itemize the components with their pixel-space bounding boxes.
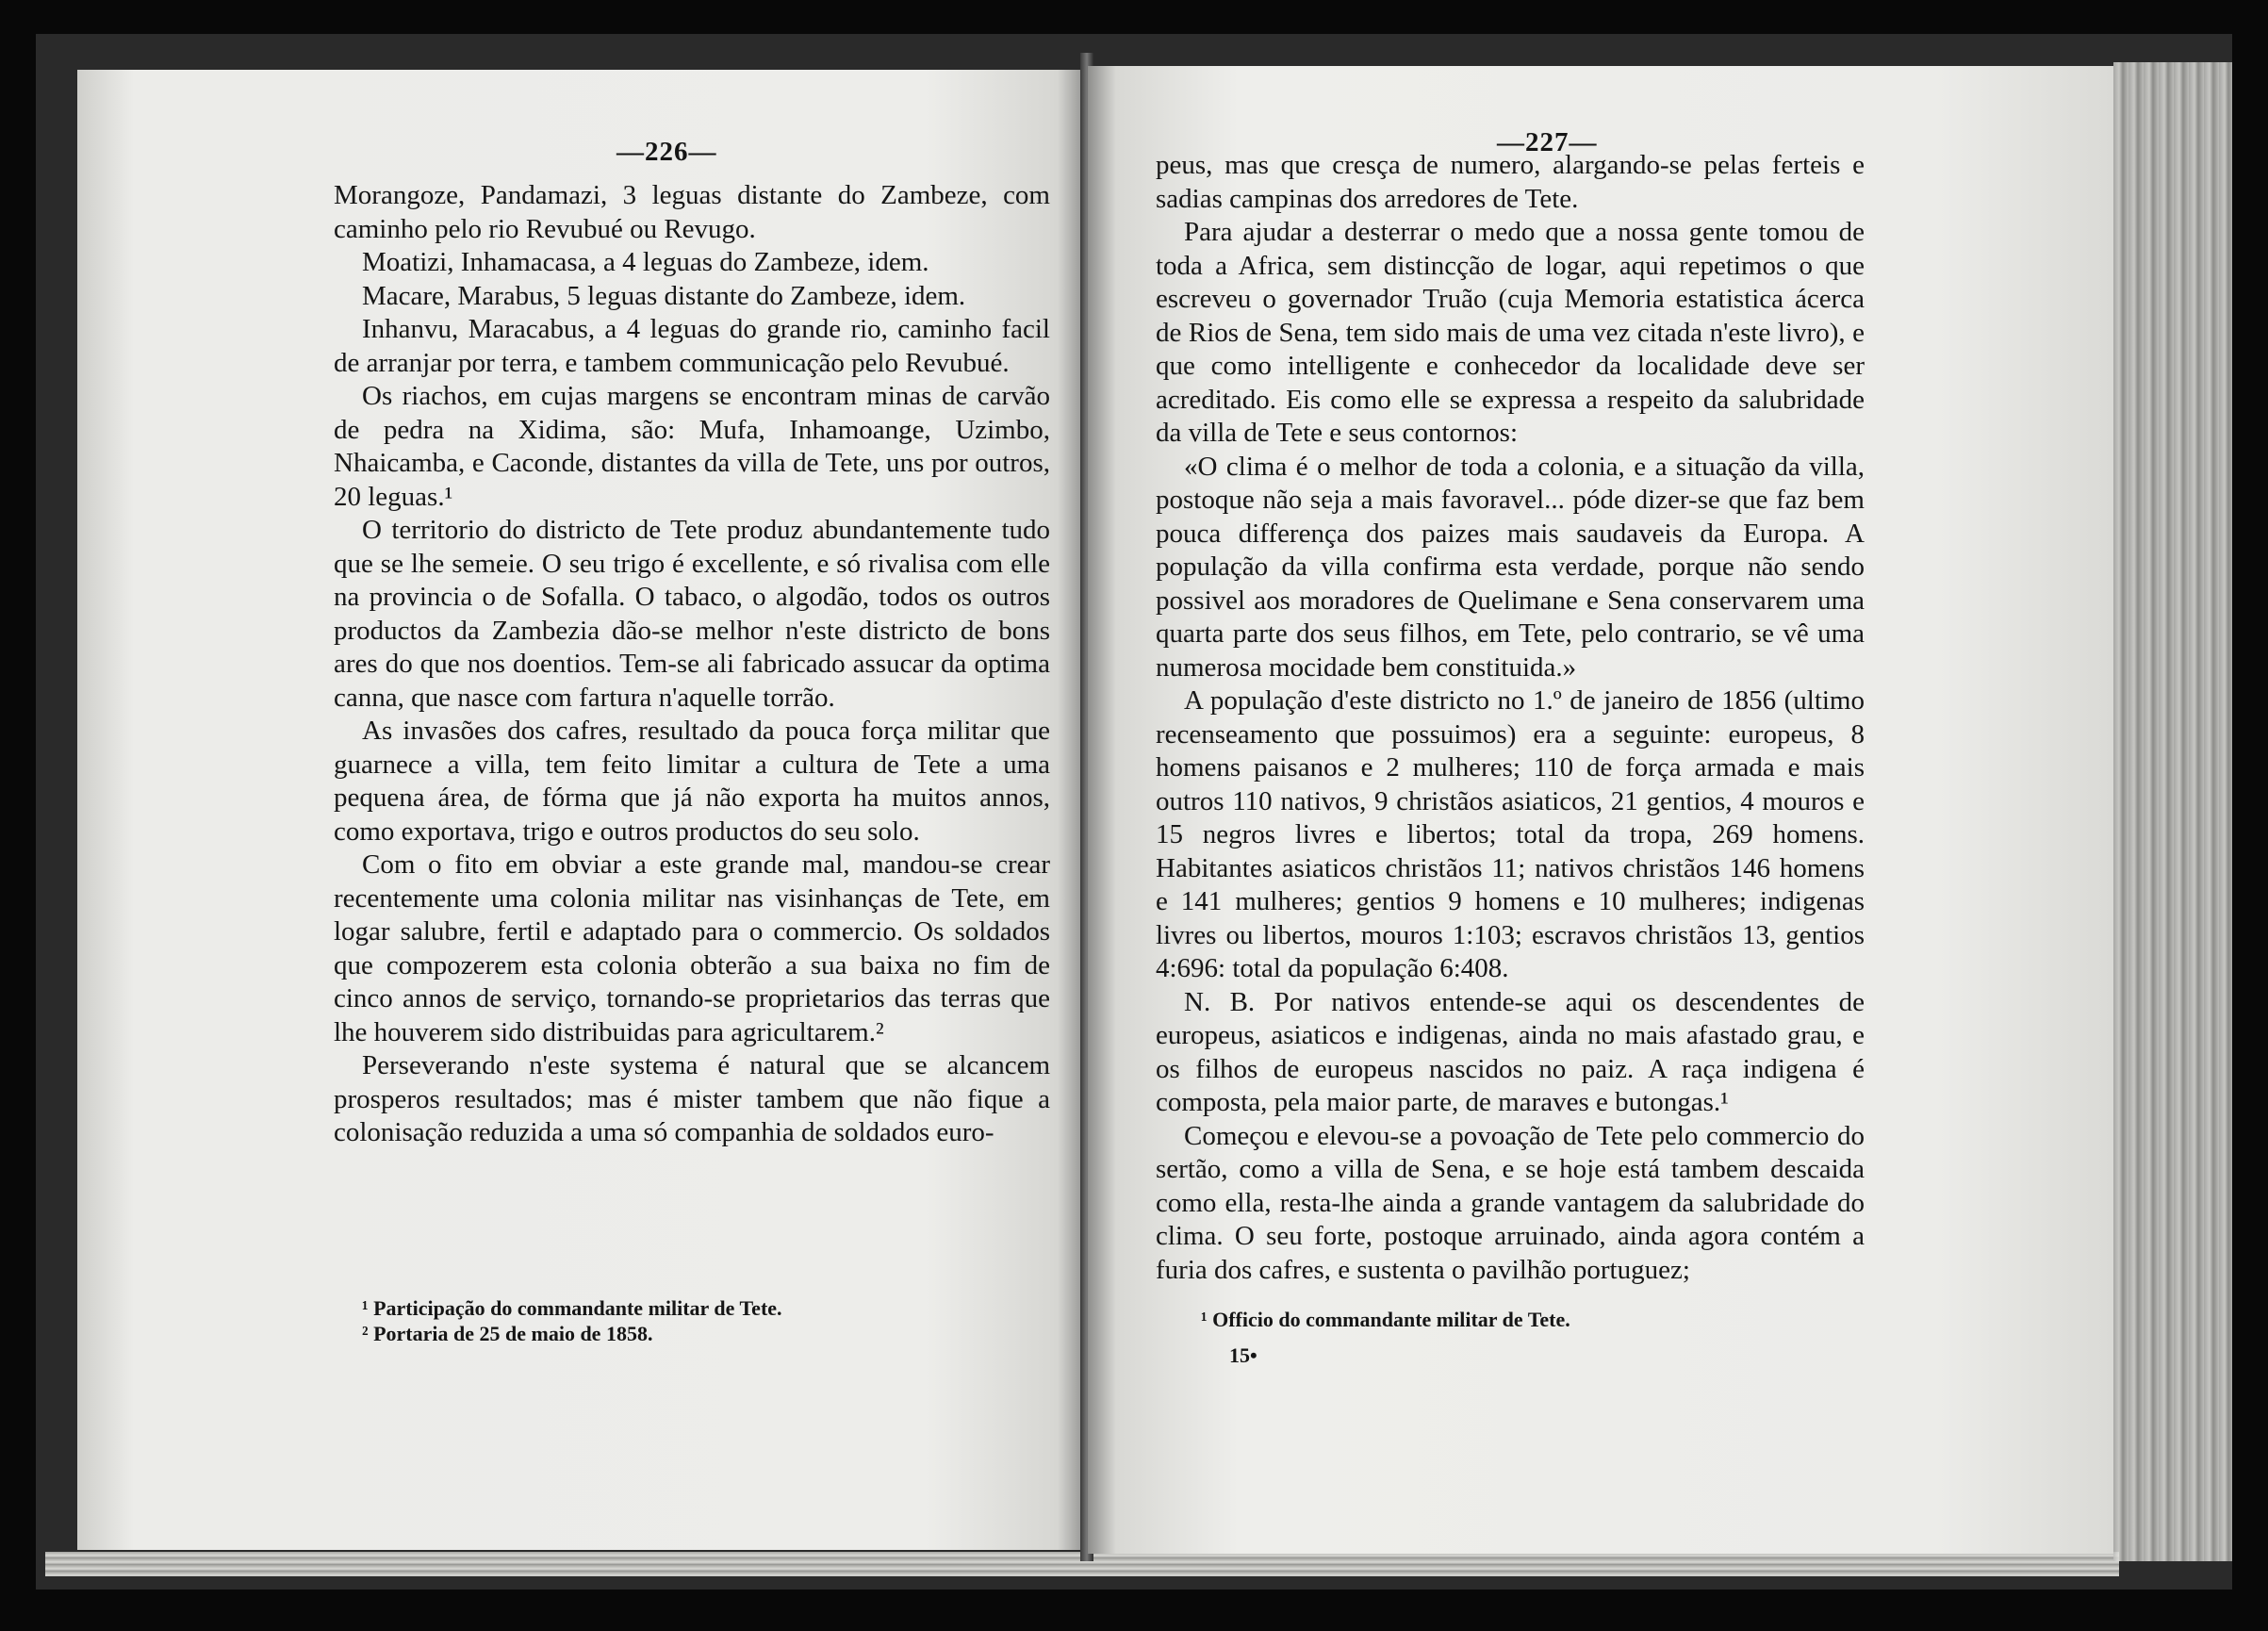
page-number: —226— [616, 137, 717, 167]
footnote: ¹ Officio do commandante militar de Tete. [1201, 1308, 1570, 1331]
paragraph: Moatizi, Inhamacasa, a 4 leguas do Zambeze, idem. [362, 247, 929, 277]
right-page [1088, 66, 2113, 1554]
right-page-text [1156, 149, 1865, 1287]
left-page-text [334, 179, 1050, 1150]
paragraph: Inhanvu, Maracabus, a 4 leguas do grande rio, caminho facil de arranjar por terra, e tambem communicação pelo Revubué. [334, 314, 1050, 378]
paragraph: Começou e elevou-se a povoação de Tete pelo commercio do sertão, como a villa de Sena, e se hoje está tambem descaida como ella, resta-lhe ainda a grande vantagem da salubridade do clima. O seu forte, postoque arruinado, ainda agora contém a furia dos cafres, e sustenta o pavilhão portuguez; [1156, 1120, 1865, 1285]
paragraph: Morangoze, Pandamazi, 3 leguas distante do Zambeze, com caminho pelo rio Revubué ou Revugo. [334, 180, 1050, 244]
paragraph: peus, mas que cresça de numero, alargando-se pelas ferteis e sadias campinas dos arredores de Tete. [1156, 150, 1865, 214]
book-scan [36, 34, 2232, 1590]
page-number: —227— [1497, 127, 1598, 157]
footnote: ² Portaria de 25 de maio de 1858. [362, 1322, 653, 1345]
paragraph: Para ajudar a desterrar o medo que a nossa gente tomou de toda a Africa, sem distincção de logar, aqui repetimos o que escreveu o governador Truão (cuja Memoria estatistica ácerca de Rios de Sena, tem sido mais de uma vez citada n'este livro), e que como intelligente e conhecedor da localidade deve ser acreditado. Eis como elle se expressa a respeito da salubridade da villa de Tete e seus contornos: [1156, 217, 1865, 448]
footnotes [362, 1295, 1022, 1346]
paragraph: Os riachos, em cujas margens se encontram minas de carvão de pedra na Xidima, são: Mufa, Inhamoange, Uzimbo, Nhaicamba, e Caconde, distantes da villa de Tete, uns por outros, 20 leguas.¹ [334, 381, 1050, 512]
paragraph: Com o fito em obviar a este grande mal, mandou-se crear recentemente uma colonia militar nas visinhanças de Tete, em logar salubre, fertil e adaptado para o commercio. Os soldados que compozerem esta colonia obterão a sua baixa no fim de cinco annos de serviço, tornando-se proprietarios das terras que lhe houverem sido distribuidas para agricultarem.² [334, 849, 1050, 1047]
paragraph: Perseverando n'este systema é natural que se alcancem prosperos resultados; mas é mister tambem que não fique a colonisação reduzida a uma só companhia de soldados euro- [334, 1050, 1050, 1147]
paragraph: As invasões dos cafres, resultado da pouca força militar que guarnece a villa, tem feito limitar a cultura de Tete a uma pequena área, de fórma que já não exporta ha muitos annos, como exportava, trigo e outros productos do seu solo. [334, 716, 1050, 847]
footnotes [1201, 1307, 1842, 1332]
paragraph: Macare, Marabus, 5 leguas distante do Zambeze, idem. [362, 280, 966, 311]
paragraph: O territorio do districto de Tete produz abundantemente tudo que se lhe semeie. O seu trigo é excellente, e só rivalisa com elle na provincia o de Sofalla. O tabaco, o algodão, todos os outros productos da Zambezia dão-se melhor n'este districto de bons ares do que nos doentios. Tem-se ali fabricado assucar da optima canna, que nasce com fartura n'aquelle torrão. [334, 515, 1050, 713]
left-page [77, 70, 1082, 1550]
page-stack-right [2113, 62, 2232, 1561]
signature-mark: 15• [1229, 1343, 1257, 1367]
paragraph: A população d'este districto no 1.º de janeiro de 1856 (ultimo recenseamento que possuimos) era a seguinte: europeus, 8 homens paisanos e 2 mulheres; 110 de força armada e mais outros 110 nativos, 9 christãos asiaticos, 21 gentios, 4 mouros e 15 negros livres e libertos; total da tropa, 269 homens. Habitantes asiaticos christãos 11; nativos christãos 146 homens e 141 mulheres; gentios 9 homens e 10 mulheres; indigenas livres ou libertos, mouros 1:103; escravos christãos 13, gentios 4:696: total da população 6:408. [1156, 685, 1865, 983]
footnote: ¹ Participação do commandante militar de Tete. [362, 1296, 782, 1320]
paragraph: «O clima é o melhor de toda a colonia, e a situação da villa, postoque não seja a mais favoravel... póde dizer-se que faz bem pouca differença dos paizes mais saudaveis da Europa. A população da villa confirma esta verdade, porque não sendo possivel aos moradores de Quelimane e Sena conservarem uma quarta parte dos seus filhos, em Tete, pelo contrario, se vê uma numerosa mocidade bem constituida.» [1156, 451, 1865, 683]
paragraph: N. B. Por nativos entende-se aqui os descendentes de europeus, asiaticos e indigenas, ainda no mais afastado grau, e os filhos de europeus nascidos no paiz. A raça indigena é composta, pela maior parte, de maraves e butongas.¹ [1156, 986, 1865, 1117]
